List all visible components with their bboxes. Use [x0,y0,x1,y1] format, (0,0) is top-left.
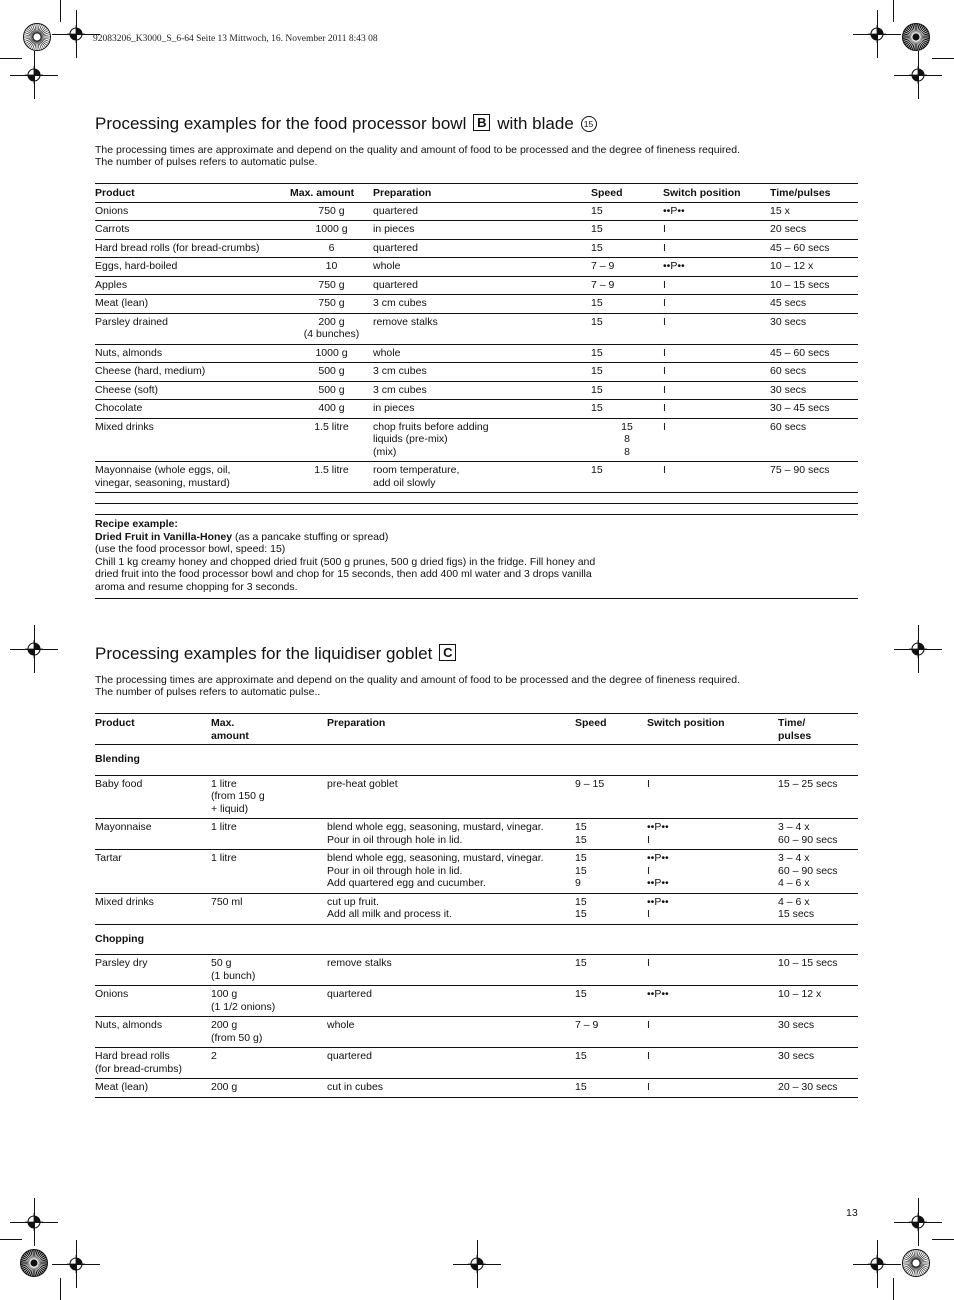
column-header-switch: Switch position [663,184,770,203]
crop-mark [76,1240,77,1288]
table-row [95,986,858,1017]
cell-switch: ••P•• I ••P•• [647,850,778,894]
cell-product: Tartar [95,850,211,894]
cell-preparation: pre-heat goblet [327,775,575,819]
cell-switch: I [663,313,770,344]
cell-amount: 50 g (1 bunch) [211,955,327,986]
cell-switch: I [663,462,770,493]
recipe-body: (use the food processor bowl, speed: 15) Chill 1 kg creamy honey and chopped dried fruit (500 g prunes, 500 g dried figs) in the fridge. Fill honey and dried fruit into the food processor bowl and chop for 15 seconds, then add 400 ml water and 3 drops vanilla aroma and resume chopping for 3 seconds. [95,543,596,593]
cell-amount: 500 g [290,363,373,382]
cell-preparation: blend whole egg, seasoning, mustard, vinegar. Pour in oil through hole in lid. Add quartered egg and cucumber. [327,850,575,894]
column-header-product: Product [95,184,290,203]
table-row [95,221,858,240]
column-header-preparation: Preparation [327,714,575,745]
table-row [95,1048,858,1079]
cell-speed: 7 – 9 [575,1017,647,1048]
section-chopping-label: Chopping [95,924,858,955]
cell-amount: 750 g [290,276,373,295]
cell-time: 30 secs [770,381,858,400]
color-target-icon [23,23,51,51]
cell-time: 20 secs [770,221,858,240]
table-end-spacer [95,493,858,504]
table-row [95,893,858,924]
crop-mark [60,0,61,22]
section1-title [95,114,597,134]
cell-product: Apples [95,276,290,295]
cell-switch: I [647,955,778,986]
cell-product: Mixed drinks [95,418,290,462]
cell-amount: 400 g [290,400,373,419]
table-row [95,239,858,258]
cell-preparation: quartered [373,276,591,295]
cell-product: Chocolate [95,400,290,419]
column-header-product: Product [95,714,211,745]
cell-speed: 15 [591,344,663,363]
cell-speed: 15 [591,295,663,314]
cell-product: Nuts, almonds [95,344,290,363]
column-header-time: Time/ pulses [778,714,858,745]
cell-amount: 200 g (4 bunches) [290,313,373,344]
cell-preparation: blend whole egg, seasoning, mustard, vinegar. Pour in oil through hole in lid. [327,819,575,850]
cell-amount: 750 g [290,202,373,221]
section2-intro: The processing times are approximate and depend on the quality and amount of food to be processed and the degree of fineness required. The number of pulses refers to automatic pulse.. [95,674,741,698]
cell-product: Hard bread rolls (for bread-crumbs) [95,239,290,258]
cell-preparation: whole [373,344,591,363]
cell-preparation: quartered [373,202,591,221]
goblet-letter-badge: C [439,644,456,661]
crop-mark [893,1278,894,1300]
cell-amount: 1.5 litre [290,418,373,462]
cell-switch: ••P•• [663,202,770,221]
table-row [95,850,858,894]
color-target-icon [902,23,930,51]
cell-speed: 9 – 15 [575,775,647,819]
crop-mark [60,1278,61,1300]
cell-speed: 15 [591,400,663,419]
recipe-name: Dried Fruit in Vanilla-Honey [95,530,233,543]
column-header-amount: Max. amount [211,714,327,745]
liquidiser-table [95,713,858,1098]
recipe-box [95,514,858,599]
column-header-speed: Speed [575,714,647,745]
table-row [95,1017,858,1048]
cell-preparation: cut in cubes [327,1079,575,1098]
cell-switch: I [663,221,770,240]
cell-preparation: quartered [327,986,575,1017]
cell-preparation: in pieces [373,221,591,240]
cell-product: Hard bread rolls (for bread-crumbs) [95,1048,211,1079]
table-row [95,344,858,363]
cell-product: Mayonnaise [95,819,211,850]
crop-mark [918,51,919,99]
cell-preparation: whole [327,1017,575,1048]
cell-product: Nuts, almonds [95,1017,211,1048]
cell-amount: 200 g (from 50 g) [211,1017,327,1048]
cell-time: 15 x [770,202,858,221]
cell-switch: I [663,400,770,419]
cell-time: 4 – 6 x 15 secs [778,893,858,924]
cell-preparation: room temperature, add oil slowly [373,462,591,493]
section1-title-text: Processing examples for the food processor bowl [95,114,467,133]
cell-product: Baby food [95,775,211,819]
crop-mark [0,58,22,59]
cell-time: 30 secs [778,1048,858,1079]
cell-time: 20 – 30 secs [778,1079,858,1098]
cell-switch: I [663,363,770,382]
cell-time: 45 secs [770,295,858,314]
spacer-cell [95,493,858,504]
cell-switch: I [663,418,770,462]
cell-switch: I [647,1079,778,1098]
color-target-icon [902,1249,930,1277]
cell-preparation: 3 cm cubes [373,381,591,400]
cell-speed: 15 [575,986,647,1017]
cell-time: 60 secs [770,363,858,382]
table-row [95,400,858,419]
cell-time: 10 – 15 secs [778,955,858,986]
cell-product: Parsley dry [95,955,211,986]
cell-speed: 15 [575,1048,647,1079]
column-header-amount: Max. amount [290,184,373,203]
food-processor-table [95,183,858,504]
column-header-time: Time/pulses [770,184,858,203]
cell-switch: I [663,295,770,314]
cell-amount: 200 g [211,1079,327,1098]
cell-switch: ••P•• I [647,819,778,850]
cell-product: Eggs, hard-boiled [95,258,290,277]
crop-mark [34,51,35,99]
cell-preparation: remove stalks [373,313,591,344]
cell-amount: 6 [290,239,373,258]
cell-switch: I [663,381,770,400]
cell-time: 60 secs [770,418,858,462]
section2-title [95,644,458,664]
cell-time: 10 – 15 secs [770,276,858,295]
cell-switch: I [647,775,778,819]
table-row [95,955,858,986]
cell-product: Meat (lean) [95,1079,211,1098]
cell-amount: 500 g [290,381,373,400]
cell-speed: 15 [591,363,663,382]
table-row [95,313,858,344]
section-blending-label: Blending [95,745,858,776]
cell-speed: 15 [591,221,663,240]
cell-switch: I [647,1048,778,1079]
cell-time: 30 – 45 secs [770,400,858,419]
cell-time: 75 – 90 secs [770,462,858,493]
cell-speed: 15 15 [575,893,647,924]
cell-speed: 15 [591,239,663,258]
cell-switch: I [663,239,770,258]
table-row [95,258,858,277]
cell-time: 3 – 4 x 60 – 90 secs 4 – 6 x [778,850,858,894]
crop-mark [918,1198,919,1246]
crop-mark [76,10,77,58]
cell-amount: 1.5 litre [290,462,373,493]
cell-amount: 1 litre [211,850,327,894]
table-row [95,462,858,493]
cell-time: 45 – 60 secs [770,344,858,363]
cell-speed: 15 [591,381,663,400]
color-target-icon [20,1249,48,1277]
bowl-letter-badge: B [473,114,490,131]
cell-time: 10 – 12 x [770,258,858,277]
cell-switch: I [663,344,770,363]
cell-switch: ••P•• [647,986,778,1017]
cell-switch: ••P•• I [647,893,778,924]
cell-time: 45 – 60 secs [770,239,858,258]
table-row [95,363,858,382]
cell-switch: I [663,276,770,295]
cell-speed: 7 – 9 [591,258,663,277]
cell-speed: 15 [591,313,663,344]
cell-speed: 15 15 [575,819,647,850]
cell-speed: 7 – 9 [591,276,663,295]
column-header-preparation: Preparation [373,184,591,203]
table-row [95,381,858,400]
section2-title-text: Processing examples for the liquidiser goblet [95,644,433,663]
cell-speed: 15 [591,202,663,221]
cell-product: Cheese (hard, medium) [95,363,290,382]
cell-product: Meat (lean) [95,295,290,314]
crop-mark [918,625,919,673]
column-header-switch: Switch position [647,714,778,745]
crop-mark [877,10,878,58]
crop-mark [893,0,894,22]
cell-switch: I [647,1017,778,1048]
cell-preparation: in pieces [373,400,591,419]
crop-mark [477,1240,478,1288]
cell-speed: 15 8 8 [591,418,663,462]
cell-time: 10 – 12 x [778,986,858,1017]
cell-preparation: 3 cm cubes [373,363,591,382]
cell-amount: 750 ml [211,893,327,924]
print-imprint: 92083206_K3000_S_6-64 Seite 13 Mittwoch, 16. November 2011 8:43 08 [93,34,378,44]
crop-mark [932,1239,954,1240]
table-row [95,295,858,314]
blade-number-icon: 15 [581,116,597,132]
cell-time: 30 secs [770,313,858,344]
recipe-heading: Recipe example: [95,518,178,530]
cell-speed: 15 [575,1079,647,1098]
section1-title-middle: with blade [497,114,574,133]
cell-speed: 15 [591,462,663,493]
cell-product: Carrots [95,221,290,240]
crop-mark [34,1198,35,1246]
cell-amount: 1 litre [211,819,327,850]
page-number: 13 [846,1207,858,1219]
cell-product: Onions [95,202,290,221]
cell-preparation: quartered [327,1048,575,1079]
table-row [95,418,858,462]
cell-preparation: chop fruits before adding liquids (pre-mix) (mix) [373,418,591,462]
crop-mark [34,625,35,673]
cell-product: Mayonnaise (whole eggs, oil, vinegar, seasoning, mustard) [95,462,290,493]
section-blending [95,745,858,776]
cell-amount: 1000 g [290,221,373,240]
cell-product: Cheese (soft) [95,381,290,400]
crop-mark [877,1240,878,1288]
cell-preparation: 3 cm cubes [373,295,591,314]
table-row [95,819,858,850]
cell-preparation: cut up fruit. Add all milk and process it. [327,893,575,924]
cell-product: Mixed drinks [95,893,211,924]
cell-product: Onions [95,986,211,1017]
cell-amount: 100 g (1 1/2 onions) [211,986,327,1017]
section-chopping [95,924,858,955]
section1-intro: The processing times are approximate and depend on the quality and amount of food to be processed and the degree of fineness required. The number of pulses refers to automatic pulse. [95,144,741,168]
cell-product: Parsley drained [95,313,290,344]
cell-speed: 15 15 9 [575,850,647,894]
recipe-title-line [95,531,858,544]
table-row [95,775,858,819]
cell-amount: 1 litre (from 150 g + liquid) [211,775,327,819]
cell-amount: 2 [211,1048,327,1079]
table-row [95,202,858,221]
cell-time: 30 secs [778,1017,858,1048]
cell-switch: ••P•• [663,258,770,277]
cell-speed: 15 [575,955,647,986]
cell-preparation: whole [373,258,591,277]
table-row [95,276,858,295]
cell-preparation: quartered [373,239,591,258]
cell-amount: 750 g [290,295,373,314]
cell-time: 3 – 4 x 60 – 90 secs [778,819,858,850]
crop-mark [0,1239,22,1240]
cell-amount: 1000 g [290,344,373,363]
column-header-speed: Speed [591,184,663,203]
recipe-name-note: (as a pancake stuffing or spread) [232,530,389,543]
cell-preparation: remove stalks [327,955,575,986]
table-row [95,1079,858,1098]
cell-amount: 10 [290,258,373,277]
cell-time: 15 – 25 secs [778,775,858,819]
crop-mark [932,58,954,59]
